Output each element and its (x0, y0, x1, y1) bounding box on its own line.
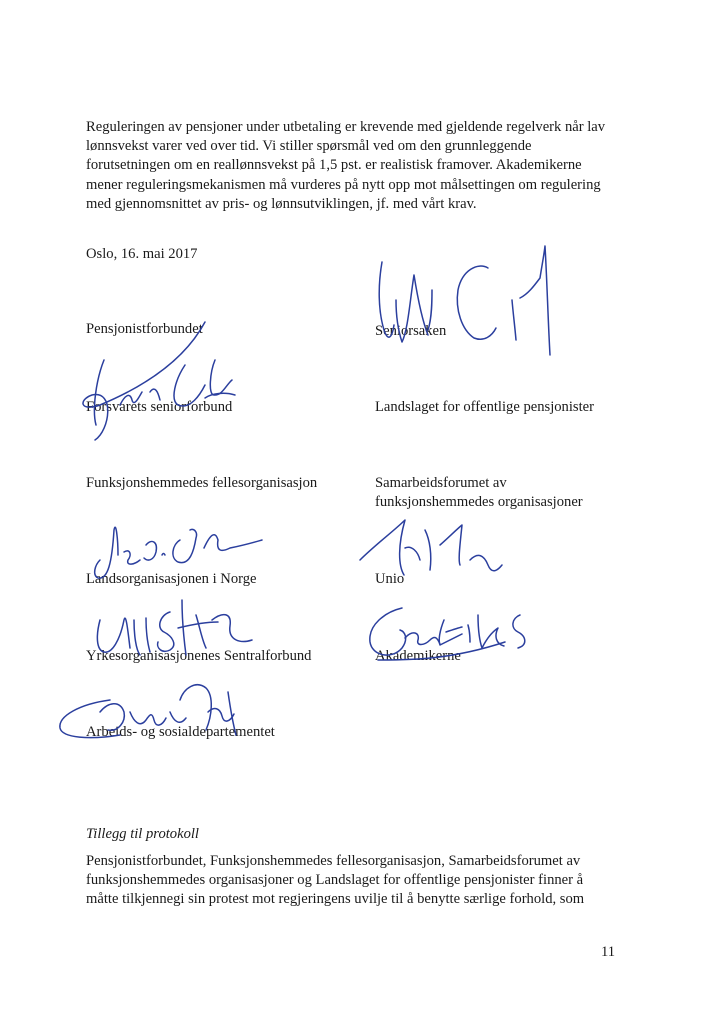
org-funksjonshemmedes: Funksjonshemmedes fellesorganisasjon (86, 475, 318, 491)
addendum-title: Tillegg til protokoll (86, 826, 199, 842)
org-unio: Unio (375, 571, 405, 587)
org-lo: Landsorganisasjonen i Norge (86, 571, 257, 587)
paragraph-line: funksjonshemmedes organisasjoner og Landslaget for offentlige pensjonister finner å (86, 872, 584, 889)
paragraph-line: Reguleringen av pensjoner under utbetaling er krevende med gjeldende regelverk når lav (86, 119, 606, 135)
paragraph-line: lønnsvekst varer ved over tid. Vi stiller spørsmål ved om den grunnleggende (86, 138, 532, 155)
org-akademikerne: Akademikerne (375, 648, 461, 664)
org-pensjonistforbundet: Pensjonistforbundet (86, 321, 203, 337)
org-asd: Arbeids- og sosialdepartementet (86, 724, 275, 740)
intro-paragraph (86, 118, 626, 214)
place-date: Oslo, 16. mai 2017 (86, 246, 198, 262)
page-number: 11 (601, 944, 616, 960)
org-line: Samarbeidsforumet av (375, 475, 507, 491)
org-ys: Yrkesorganisasjonenes Sentralforbund (86, 648, 312, 664)
paragraph-line: Pensjonistforbundet, Funksjonshemmedes fellesorganisasjon, Samarbeidsforumet av (86, 853, 581, 869)
paragraph-line: med gjennomsnittet av pris- og lønnsutviklingen, jf. med vårt krav. (86, 195, 477, 212)
org-landslaget: Landslaget for offentlige pensjonister (375, 399, 594, 415)
signature-unio (360, 520, 502, 575)
paragraph-line: måtte tilkjennegi sin protest mot regjeringens uvilje til å benytte særlige forhold, som (86, 891, 585, 908)
org-line: funksjonshemmedes organisasjoner (375, 494, 583, 511)
org-forsvarets-seniorforbund: Forsvarets seniorforbund (86, 399, 233, 415)
paragraph-line: mener reguleringsmekanismen må vurderes på nytt opp mot målsettingen om regulering (86, 176, 601, 193)
signature-pensjonistforbundet (83, 322, 235, 440)
org-seniorsaken: Seniorsaken (375, 323, 447, 339)
paragraph-line: forutsetningen om en reallønnsvekst på 1,5 pst. er realistisk framover. Akademikerne (86, 157, 582, 174)
addendum-paragraph (86, 852, 626, 910)
org-samarbeidsforumet (375, 474, 583, 512)
